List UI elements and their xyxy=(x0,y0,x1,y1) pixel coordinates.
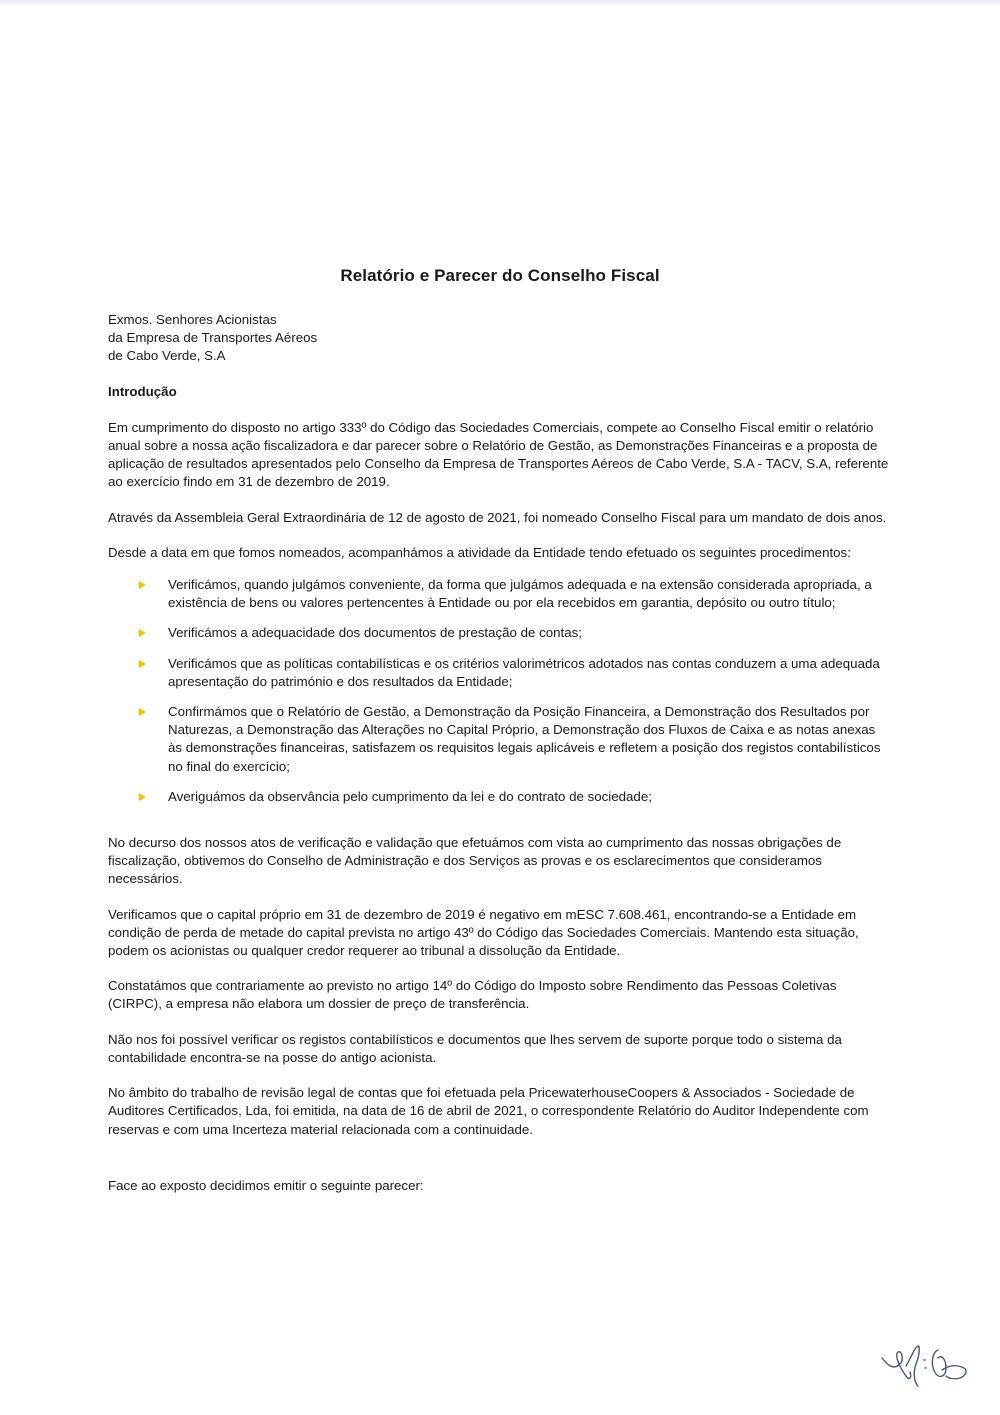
triangle-bullet-icon xyxy=(139,660,146,668)
closing-paragraph: Face ao exposto decidimos emitir o seguinte parecer: xyxy=(108,1177,424,1193)
list-item xyxy=(108,655,892,691)
signature-initials-icon xyxy=(876,1336,976,1392)
address-line: de Cabo Verde, S.A xyxy=(108,348,226,364)
list-item xyxy=(108,624,892,642)
address-line: Exmos. Senhores Acionistas xyxy=(108,312,277,327)
list-item xyxy=(108,576,892,612)
triangle-bullet-icon xyxy=(139,581,146,589)
document-title: Relatório e Parecer do Conselho Fiscal xyxy=(340,266,660,286)
nomination-paragraph: Através da Assembleia Geral Extraordinária de 12 de agosto de 2021, foi nomeado Conselho Fiscal para um mandato de dois anos. xyxy=(108,509,887,525)
verification-paragraph: No decurso dos nossos atos de verificação e validação que efetuámos com vista ao cumprimento das nossas obrigações de fiscalização, obtivemos do Conselho de Administração e dos Serviços as provas e os esclarecimentos que consideramos necessários. xyxy=(108,835,842,887)
capital-paragraph: Verificamos que o capital próprio em 31 de dezembro de 2019 é negativo em mESC 7.608.461, encontrando-se a Entidade em condição de perda de metade do capital prevista no artigo 43º do Código das Sociedades Comerciais. Mantendo esta situação, podem os acionistas ou qualquer credor requerer ao tribunal a dissolução da Entidade. xyxy=(108,906,859,959)
records-paragraph: Não nos foi possível verificar os registos contabilísticos e documentos que lhes servem de suporte porque todo o sistema da contabilidade encontra-se na posse do antigo acionista. xyxy=(108,1031,842,1065)
address-line: da Empresa de Transportes Aéreos xyxy=(108,330,318,346)
intro-paragraph: Em cumprimento do disposto no artigo 333º do Código das Sociedades Comerciais, compete ao Conselho Fiscal emitir o relatório anual sobre a nossa ação fiscalizadora e dar parecer sobre o Relatório de Gestão, as Demonstrações Financeiras e a proposta de aplicação de resultados apresentados pelo Conselho da Empresa de Transportes Aéreos de Cabo Verde, S.A - TACV, S.A, referente ao exercício findo em 31 de dezembro de 2019. xyxy=(108,419,889,490)
procedures-list xyxy=(108,576,892,806)
list-item-text: Verificámos, quando julgámos conveniente, da forma que julgámos adequada e na extensão considerada apropriada, a existência de bens ou valores pertencentes à Entidade ou por ela recebidos em garantia, depósito ou outro título; xyxy=(168,577,872,611)
addressee-block xyxy=(108,311,892,366)
document-body xyxy=(108,311,892,1195)
triangle-bullet-icon xyxy=(139,629,146,637)
scan-edge xyxy=(0,0,1000,6)
list-item xyxy=(108,788,892,806)
transfer-pricing-paragraph: Constatámos que contrariamente ao previsto no artigo 14º do Código do Imposto sobre Rendimento das Pessoas Coletivas (CIRPC), a empresa não elabora um dossier de preço de transferência. xyxy=(108,978,837,1012)
list-item-text: Confirmámos que o Relatório de Gestão, a Demonstração da Posição Financeira, a Demonstração dos Resultados por Naturezas, a Demonstração das Alterações no Capital Próprio, a Demonstração dos Fluxos de Caixa e as notas anexas às demonstrações financeiras, satisfazem os requisitos legais aplicáveis e refletem a posição dos registos contabilísticos no final do exercício; xyxy=(168,704,881,774)
list-item xyxy=(108,703,892,776)
triangle-bullet-icon xyxy=(139,708,146,716)
list-item-text: Verificámos que as políticas contabilísticas e os critérios valorimétricos adotados nas contas conduzem a uma adequada apresentação do património e dos resultados da Entidade; xyxy=(168,655,880,689)
list-item-text: Averiguámos da observância pelo cumprimento da lei e do contrato de sociedade; xyxy=(168,788,652,804)
list-item-text: Verificámos a adequacidade dos documentos de prestação de contas; xyxy=(168,625,582,641)
audit-paragraph: No âmbito do trabalho de revisão legal de contas que foi efetuada pela PricewaterhouseCoopers & Associados - Sociedade de Auditores Certificados, Lda, foi emitida, na data de 16 de abril de 2021, o correspondente Relatório do Auditor Independente com reservas e com uma Incerteza material relacionada com a continuidade. xyxy=(108,1085,869,1137)
procedures-intro-paragraph: Desde a data em que fomos nomeados, acompanhámos a atividade da Entidade tendo efetuado os seguintes procedimentos: xyxy=(108,544,851,560)
triangle-bullet-icon xyxy=(139,793,146,801)
section-heading-introducao: Introdução xyxy=(108,383,177,399)
